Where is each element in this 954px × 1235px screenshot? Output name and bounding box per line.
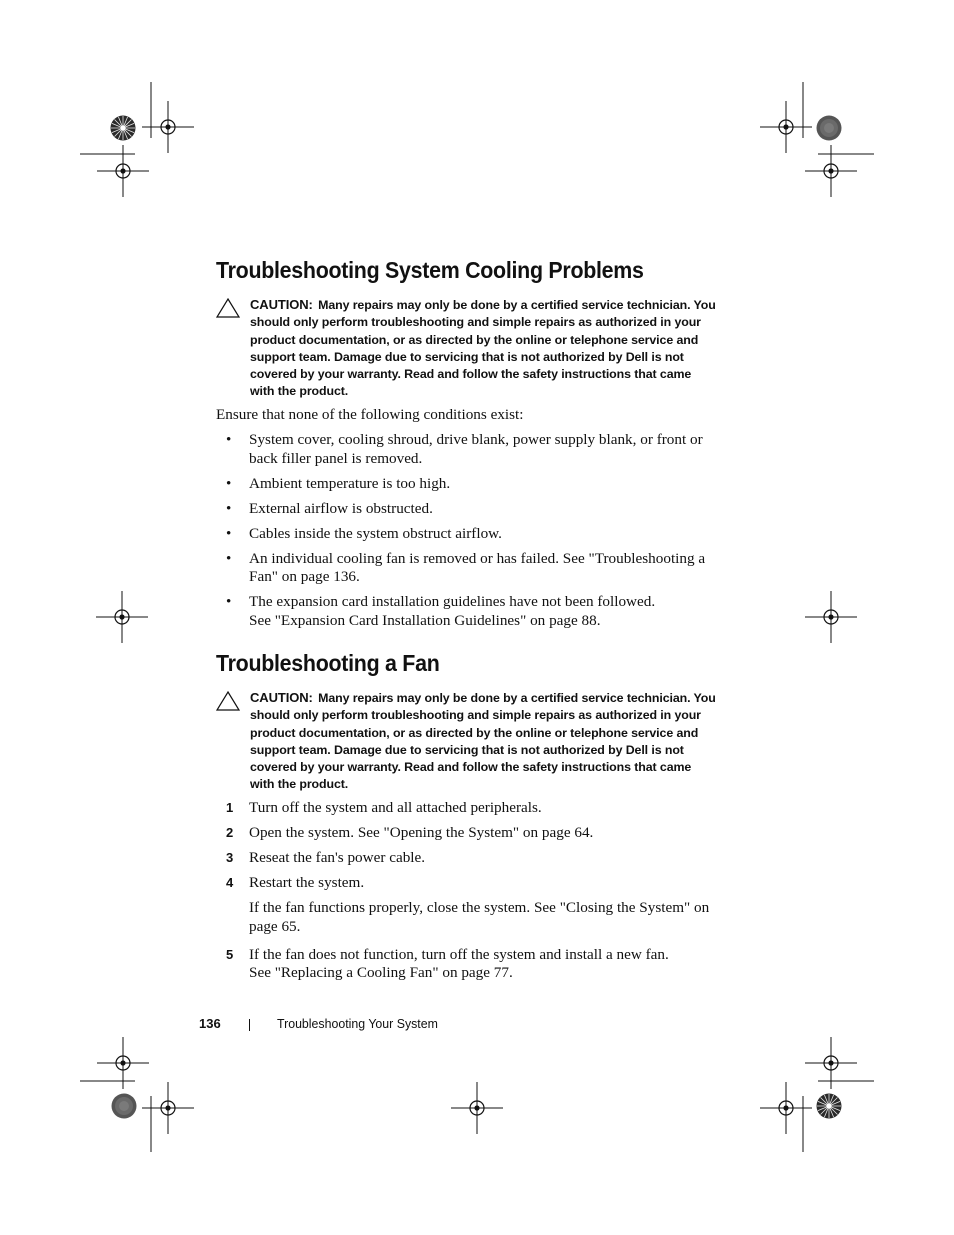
intro-paragraph: Ensure that none of the following conditions exist: [216,406,524,423]
bullet-marker: • [226,525,232,542]
footer-separator [249,1019,250,1031]
registration-mark-mid-left [96,591,148,643]
caution-body: Many repairs may only be done by a certified service technician. You should only perform troubleshooting and simple repairs as authorized in your product documentation, or as directed by the online or telephone service and support team. Damage due to servicing that is not authorized by Dell is not covered by your warranty. Read and follow the safety instructions that came with the product. [250,691,716,792]
registration-mark-bottom-right [760,1037,874,1152]
step-number: 1 [226,800,234,815]
caution-triangle-icon [216,298,240,318]
step-number: 3 [226,850,234,865]
registration-mark-bottom-left [80,1037,194,1152]
caution-notice-cooling [216,296,716,401]
bullet-item-6-line-1: The expansion card installation guidelines have not been followed. [249,593,656,610]
bullet-item-1-line-1: System cover, cooling shroud, drive blank, power supply blank, or front or [249,431,703,448]
bullet-item-2: Ambient temperature is too high. [249,475,451,492]
step-2-text: Open the system. See "Opening the System" on page 64. [249,824,594,841]
caution-body: Many repairs may only be done by a certified service technician. You should only perform troubleshooting and simple repairs as authorized in your product documentation, or as directed by the online or telephone service and support team. Damage due to servicing that is not authorized by Dell is not covered by your warranty. Read and follow the safety instructions that came with the product. [250,298,716,399]
page-number: 136 [199,1016,221,1031]
registration-mark-top-right [760,82,874,197]
step-1-text: Turn off the system and all attached peripherals. [249,799,542,816]
step-number: 5 [226,947,234,962]
bullet-marker: • [226,500,232,517]
bullet-item-1-line-2: back filler panel is removed. [249,450,423,467]
caution-text [250,689,716,794]
step-3-text: Reseat the fan's power cable. [249,849,426,866]
section-heading-fan: Troubleshooting a Fan [216,650,440,676]
bullet-item-3: External airflow is obstructed. [249,500,433,517]
step-number: 4 [226,875,234,890]
step-4-note-line-1: If the fan functions properly, close the system. See "Closing the System" on [249,899,710,916]
caution-triangle-icon [216,691,240,711]
step-number: 2 [226,825,234,840]
step-4-note-line-2: page 65. [249,918,301,935]
footer-chapter-title: Troubleshooting Your System [277,1016,438,1031]
section-heading-cooling: Troubleshooting System Cooling Problems [216,257,644,283]
bullet-item-5-line-1: An individual cooling fan is removed or has failed. See "Troubleshooting a [249,550,706,567]
registration-mark-bottom-center [451,1082,503,1134]
bullet-item-6-line-2: See "Expansion Card Installation Guidelines" on page 88. [249,612,601,629]
caution-label: CAUTION: [250,297,313,312]
bullet-marker: • [226,475,232,492]
bullet-item-4: Cables inside the system obstruct airflow. [249,525,502,542]
registration-mark-top-left [80,82,194,197]
bullet-marker: • [226,593,232,610]
bullet-item-5-line-2: Fan" on page 136. [249,568,360,585]
bullet-marker: • [226,550,232,567]
caution-notice-fan [216,689,716,794]
step-4-text: Restart the system. [249,874,365,891]
bullet-marker: • [226,431,232,448]
step-5-text-line-2: See "Replacing a Cooling Fan" on page 77. [249,964,513,981]
step-5-text-line-1: If the fan does not function, turn off the system and install a new fan. [249,946,669,963]
caution-label: CAUTION: [250,690,313,705]
registration-mark-mid-right [805,591,857,643]
caution-text [250,296,716,401]
